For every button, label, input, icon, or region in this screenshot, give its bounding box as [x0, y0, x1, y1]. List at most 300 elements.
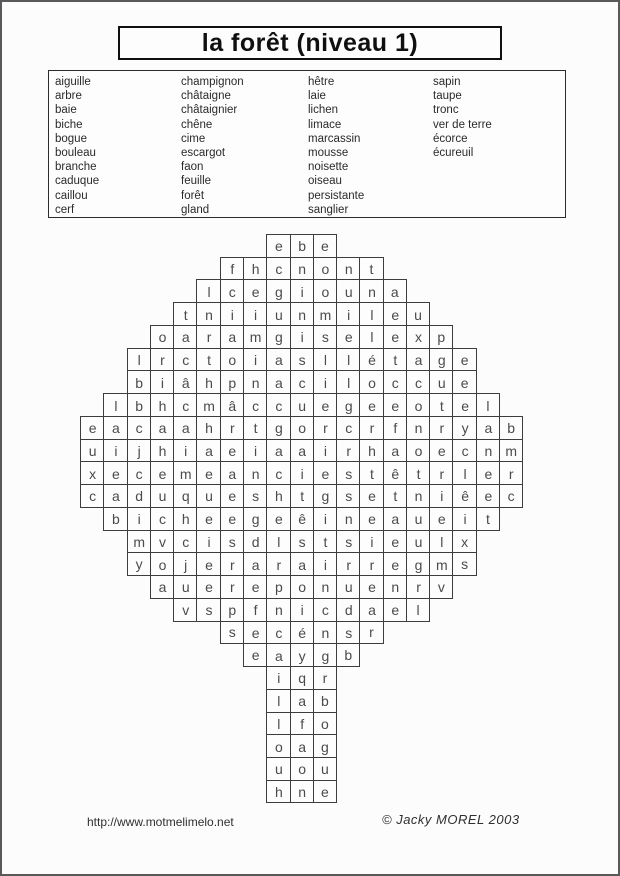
grid-cell: t: [406, 461, 430, 485]
grid-cell: s: [290, 530, 314, 554]
grid-cell: i: [290, 598, 314, 622]
grid-cell: g: [313, 643, 337, 667]
grid-cell: b: [290, 234, 314, 258]
grid-cell: é: [290, 621, 314, 645]
grid-cell: a: [150, 575, 174, 599]
grid-cell: u: [150, 484, 174, 508]
grid-cell: a: [266, 439, 290, 463]
grid-cell: y: [127, 552, 151, 576]
grid-cell: e: [243, 575, 267, 599]
grid-cell: r: [429, 416, 453, 440]
word-item: caduque: [55, 175, 100, 188]
grid-cell: t: [429, 393, 453, 417]
grid-cell: g: [266, 279, 290, 303]
grid-cell: g: [266, 325, 290, 349]
grid-cell: g: [243, 507, 267, 531]
grid-cell: c: [266, 621, 290, 645]
grid-cell: e: [383, 598, 407, 622]
grid-cell: o: [313, 712, 337, 736]
grid-cell: â: [173, 370, 197, 394]
grid-cell: i: [429, 484, 453, 508]
word-item: faon: [181, 161, 204, 174]
grid-cell: s: [452, 552, 476, 576]
grid-cell: c: [150, 507, 174, 531]
grid-cell: r: [336, 552, 360, 576]
grid-cell: l: [336, 370, 360, 394]
grid-cell: q: [173, 484, 197, 508]
grid-cell: s: [336, 621, 360, 645]
grid-cell: o: [266, 734, 290, 758]
word-item: noisette: [308, 161, 349, 174]
word-item: mousse: [308, 147, 349, 160]
grid-cell: h: [359, 439, 383, 463]
grid-cell: m: [196, 393, 220, 417]
grid-cell: l: [359, 325, 383, 349]
grid-cell: i: [127, 507, 151, 531]
grid-cell: s: [336, 461, 360, 485]
grid-cell: e: [220, 484, 244, 508]
grid-cell: c: [173, 530, 197, 554]
grid-cell: t: [359, 461, 383, 485]
grid-cell: i: [290, 461, 314, 485]
grid-cell: e: [383, 302, 407, 326]
grid-cell: e: [476, 484, 500, 508]
grid-cell: i: [359, 530, 383, 554]
word-item: écorce: [433, 132, 468, 145]
grid-cell: h: [150, 439, 174, 463]
grid-cell: u: [290, 393, 314, 417]
grid-cell: c: [173, 393, 197, 417]
grid-cell: d: [243, 530, 267, 554]
grid-cell: e: [359, 393, 383, 417]
grid-cell: i: [243, 302, 267, 326]
word-item: aiguille: [55, 76, 91, 88]
grid-cell: f: [383, 416, 407, 440]
grid-cell: m: [127, 530, 151, 554]
grid-cell: n: [406, 416, 430, 440]
grid-cell: n: [196, 302, 220, 326]
grid-cell: n: [290, 302, 314, 326]
grid-cell: h: [243, 257, 267, 281]
grid-cell: e: [266, 234, 290, 258]
grid-cell: e: [383, 530, 407, 554]
grid-cell: r: [313, 416, 337, 440]
footer-copyright: © Jacky MOREL 2003: [382, 812, 520, 827]
grid-cell: i: [243, 348, 267, 372]
grid-cell: s: [290, 348, 314, 372]
grid-cell: u: [336, 575, 360, 599]
word-item: escargot: [181, 147, 226, 160]
grid-cell: a: [266, 348, 290, 372]
grid-cell: c: [127, 416, 151, 440]
word-item: lichen: [308, 104, 339, 117]
grid-cell: b: [127, 370, 151, 394]
grid-cell: n: [313, 575, 337, 599]
grid-cell: u: [80, 439, 104, 463]
word-item: sanglier: [308, 203, 349, 216]
grid-cell: c: [383, 370, 407, 394]
grid-cell: c: [499, 484, 523, 508]
grid-cell: i: [452, 507, 476, 531]
grid-cell: e: [313, 780, 337, 804]
grid-cell: r: [220, 552, 244, 576]
grid-cell: g: [266, 416, 290, 440]
grid-cell: c: [406, 370, 430, 394]
grid-cell: t: [476, 507, 500, 531]
grid-cell: i: [196, 530, 220, 554]
grid-cell: a: [103, 484, 127, 508]
grid-cell: â: [220, 393, 244, 417]
grid-cell: n: [243, 370, 267, 394]
grid-cell: s: [336, 484, 360, 508]
grid-cell: e: [196, 575, 220, 599]
grid-cell: a: [290, 552, 314, 576]
grid-cell: e: [103, 461, 127, 485]
grid-cell: a: [266, 370, 290, 394]
grid-cell: a: [383, 279, 407, 303]
grid-cell: n: [313, 621, 337, 645]
grid-cell: b: [499, 416, 523, 440]
grid-cell: u: [406, 302, 430, 326]
grid-cell: e: [359, 507, 383, 531]
grid-cell: l: [406, 598, 430, 622]
grid-cell: r: [359, 416, 383, 440]
grid-cell: y: [290, 643, 314, 667]
grid-cell: c: [290, 370, 314, 394]
grid-cell: n: [290, 780, 314, 804]
grid-cell: n: [406, 484, 430, 508]
grid-cell: n: [383, 575, 407, 599]
grid-cell: e: [80, 416, 104, 440]
grid-cell: a: [476, 416, 500, 440]
grid-cell: s: [196, 598, 220, 622]
grid-cell: u: [266, 302, 290, 326]
grid-cell: s: [336, 530, 360, 554]
grid-cell: r: [499, 461, 523, 485]
grid-cell: l: [313, 348, 337, 372]
grid-cell: i: [266, 666, 290, 690]
word-item: caillou: [55, 189, 88, 202]
grid-cell: b: [313, 689, 337, 713]
grid-cell: l: [266, 530, 290, 554]
grid-cell: a: [150, 416, 174, 440]
word-item: sapin: [433, 76, 461, 88]
grid-cell: c: [266, 461, 290, 485]
word-item: hêtre: [308, 76, 335, 88]
grid-cell: t: [196, 348, 220, 372]
grid-cell: e: [243, 279, 267, 303]
grid-cell: o: [313, 279, 337, 303]
grid-cell: p: [429, 325, 453, 349]
grid-cell: c: [452, 439, 476, 463]
grid-cell: r: [150, 348, 174, 372]
grid-cell: l: [476, 393, 500, 417]
grid-cell: r: [220, 416, 244, 440]
grid-cell: n: [266, 598, 290, 622]
grid-cell: e: [220, 439, 244, 463]
grid-cell: x: [406, 325, 430, 349]
grid-cell: x: [452, 530, 476, 554]
grid-cell: l: [359, 302, 383, 326]
grid-cell: e: [383, 552, 407, 576]
grid-cell: a: [290, 734, 314, 758]
word-item: taupe: [433, 90, 462, 103]
grid-cell: u: [196, 484, 220, 508]
grid-cell: s: [243, 484, 267, 508]
word-item: biche: [55, 118, 83, 131]
grid-cell: q: [290, 666, 314, 690]
grid-cell: i: [313, 439, 337, 463]
grid-cell: e: [452, 348, 476, 372]
word-item: laie: [308, 90, 326, 103]
grid-cell: g: [429, 348, 453, 372]
grid-cell: t: [243, 416, 267, 440]
grid-cell: u: [336, 279, 360, 303]
grid-cell: a: [383, 507, 407, 531]
grid-cell: n: [290, 257, 314, 281]
grid-cell: e: [243, 621, 267, 645]
word-item: cerf: [55, 203, 75, 216]
grid-cell: g: [313, 734, 337, 758]
grid-cell: b: [103, 507, 127, 531]
grid-cell: l: [127, 348, 151, 372]
grid-cell: b: [336, 643, 360, 667]
grid-cell: i: [313, 552, 337, 576]
grid-cell: o: [406, 439, 430, 463]
grid-cell: e: [359, 575, 383, 599]
grid-cell: e: [429, 439, 453, 463]
word-item: gland: [181, 203, 210, 216]
grid-cell: m: [313, 302, 337, 326]
grid-cell: l: [103, 393, 127, 417]
grid-cell: f: [220, 257, 244, 281]
grid-cell: c: [313, 598, 337, 622]
grid-cell: g: [313, 484, 337, 508]
grid-cell: e: [429, 507, 453, 531]
grid-cell: a: [266, 643, 290, 667]
grid-cell: p: [220, 598, 244, 622]
grid-cell: e: [359, 484, 383, 508]
grid-cell: j: [173, 552, 197, 576]
grid-cell: h: [266, 780, 290, 804]
grid-cell: i: [290, 279, 314, 303]
grid-cell: s: [220, 530, 244, 554]
page-title: la forêt (niveau 1): [201, 28, 419, 57]
grid-cell: e: [220, 507, 244, 531]
grid-cell: g: [406, 552, 430, 576]
grid-cell: a: [103, 416, 127, 440]
word-item: ver de terre: [433, 118, 492, 131]
word-item: cime: [181, 132, 206, 145]
grid-cell: a: [290, 689, 314, 713]
grid-cell: a: [290, 439, 314, 463]
grid-cell: t: [383, 348, 407, 372]
grid-cell: ê: [383, 461, 407, 485]
grid-cell: o: [220, 348, 244, 372]
grid-cell: n: [243, 461, 267, 485]
grid-cell: y: [452, 416, 476, 440]
grid-cell: e: [313, 461, 337, 485]
grid-cell: a: [383, 439, 407, 463]
grid-cell: a: [220, 325, 244, 349]
grid-cell: v: [173, 598, 197, 622]
grid-cell: f: [290, 712, 314, 736]
grid-cell: u: [173, 575, 197, 599]
grid-cell: m: [499, 439, 523, 463]
grid-cell: l: [266, 689, 290, 713]
grid-cell: h: [196, 416, 220, 440]
grid-cell: i: [103, 439, 127, 463]
grid-cell: n: [336, 507, 360, 531]
word-item: bouleau: [55, 147, 96, 160]
grid-cell: n: [336, 257, 360, 281]
word-item: tronc: [433, 104, 459, 117]
grid-cell: f: [243, 598, 267, 622]
grid-cell: e: [476, 461, 500, 485]
grid-cell: a: [243, 552, 267, 576]
word-item: chêne: [181, 118, 213, 131]
grid-cell: e: [196, 552, 220, 576]
grid-cell: r: [196, 325, 220, 349]
grid-cell: a: [359, 598, 383, 622]
grid-cell: v: [150, 530, 174, 554]
grid-cell: e: [452, 393, 476, 417]
grid-cell: d: [336, 598, 360, 622]
grid-cell: a: [173, 416, 197, 440]
grid-cell: a: [220, 461, 244, 485]
grid-cell: m: [429, 552, 453, 576]
grid-cell: h: [150, 393, 174, 417]
grid-cell: h: [266, 484, 290, 508]
grid-cell: d: [127, 484, 151, 508]
grid-cell: l: [196, 279, 220, 303]
grid-cell: u: [313, 757, 337, 781]
grid-cell: g: [336, 393, 360, 417]
grid-cell: s: [313, 325, 337, 349]
grid-cell: s: [220, 621, 244, 645]
grid-cell: h: [173, 507, 197, 531]
grid-cell: i: [336, 302, 360, 326]
grid-cell: h: [196, 370, 220, 394]
grid-cell: m: [243, 325, 267, 349]
grid-cell: i: [313, 507, 337, 531]
grid-cell: v: [429, 575, 453, 599]
grid-cell: o: [290, 575, 314, 599]
word-item: oiseau: [308, 175, 342, 188]
grid-cell: i: [313, 370, 337, 394]
grid-cell: x: [80, 461, 104, 485]
grid-cell: j: [127, 439, 151, 463]
grid-cell: c: [243, 393, 267, 417]
grid-cell: i: [150, 370, 174, 394]
word-item: châtaigne: [181, 90, 231, 103]
word-item: champignon: [181, 76, 244, 88]
grid-cell: e: [313, 234, 337, 258]
word-item: branche: [55, 161, 97, 174]
grid-cell: i: [290, 325, 314, 349]
grid-cell: o: [406, 393, 430, 417]
grid-cell: n: [476, 439, 500, 463]
grid-cell: t: [173, 302, 197, 326]
grid-cell: e: [313, 393, 337, 417]
grid-cell: e: [383, 393, 407, 417]
word-item: marcassin: [308, 132, 361, 145]
grid-cell: r: [336, 439, 360, 463]
grid-cell: e: [383, 325, 407, 349]
grid-cell: l: [452, 461, 476, 485]
grid-cell: t: [383, 484, 407, 508]
grid-cell: t: [313, 530, 337, 554]
word-search-grid: [2, 2, 620, 822]
grid-cell: c: [266, 393, 290, 417]
word-item: arbre: [55, 90, 82, 103]
word-item: forêt: [181, 189, 205, 202]
grid-cell: r: [406, 575, 430, 599]
grid-cell: u: [429, 370, 453, 394]
grid-cell: b: [127, 393, 151, 417]
grid-cell: i: [243, 439, 267, 463]
grid-cell: o: [313, 257, 337, 281]
grid-cell: e: [150, 461, 174, 485]
grid-cell: a: [173, 325, 197, 349]
grid-cell: e: [336, 325, 360, 349]
grid-cell: r: [429, 461, 453, 485]
word-item: limace: [308, 118, 342, 131]
word-item: écureuil: [433, 147, 474, 160]
grid-cell: o: [290, 416, 314, 440]
grid-cell: a: [406, 348, 430, 372]
grid-cell: i: [173, 439, 197, 463]
word-item: persistante: [308, 189, 365, 202]
grid-cell: p: [220, 370, 244, 394]
grid-cell: r: [266, 552, 290, 576]
grid-cell: ê: [290, 507, 314, 531]
grid-cell: p: [266, 575, 290, 599]
word-item: baie: [55, 104, 77, 117]
grid-cell: o: [359, 370, 383, 394]
grid-cell: r: [359, 552, 383, 576]
grid-cell: o: [150, 325, 174, 349]
grid-cell: c: [266, 257, 290, 281]
grid-cell: r: [313, 666, 337, 690]
grid-cell: n: [359, 279, 383, 303]
word-item: feuille: [181, 175, 212, 188]
grid-cell: u: [406, 507, 430, 531]
grid-cell: c: [127, 461, 151, 485]
grid-cell: c: [220, 279, 244, 303]
word-item: bogue: [55, 132, 87, 145]
grid-cell: e: [196, 507, 220, 531]
grid-cell: i: [220, 302, 244, 326]
grid-cell: t: [290, 484, 314, 508]
grid-cell: c: [336, 416, 360, 440]
grid-cell: c: [80, 484, 104, 508]
word-item: châtaignier: [181, 104, 238, 117]
grid-cell: o: [150, 552, 174, 576]
footer-url: http://www.motmelimelo.net: [87, 815, 234, 829]
grid-cell: m: [173, 461, 197, 485]
grid-cell: u: [406, 530, 430, 554]
grid-cell: o: [290, 757, 314, 781]
grid-cell: u: [266, 757, 290, 781]
grid-cell: c: [173, 348, 197, 372]
grid-cell: ê: [452, 484, 476, 508]
grid-cell: e: [243, 643, 267, 667]
grid-cell: e: [196, 461, 220, 485]
grid-cell: r: [220, 575, 244, 599]
grid-cell: e: [266, 507, 290, 531]
grid-cell: t: [359, 257, 383, 281]
